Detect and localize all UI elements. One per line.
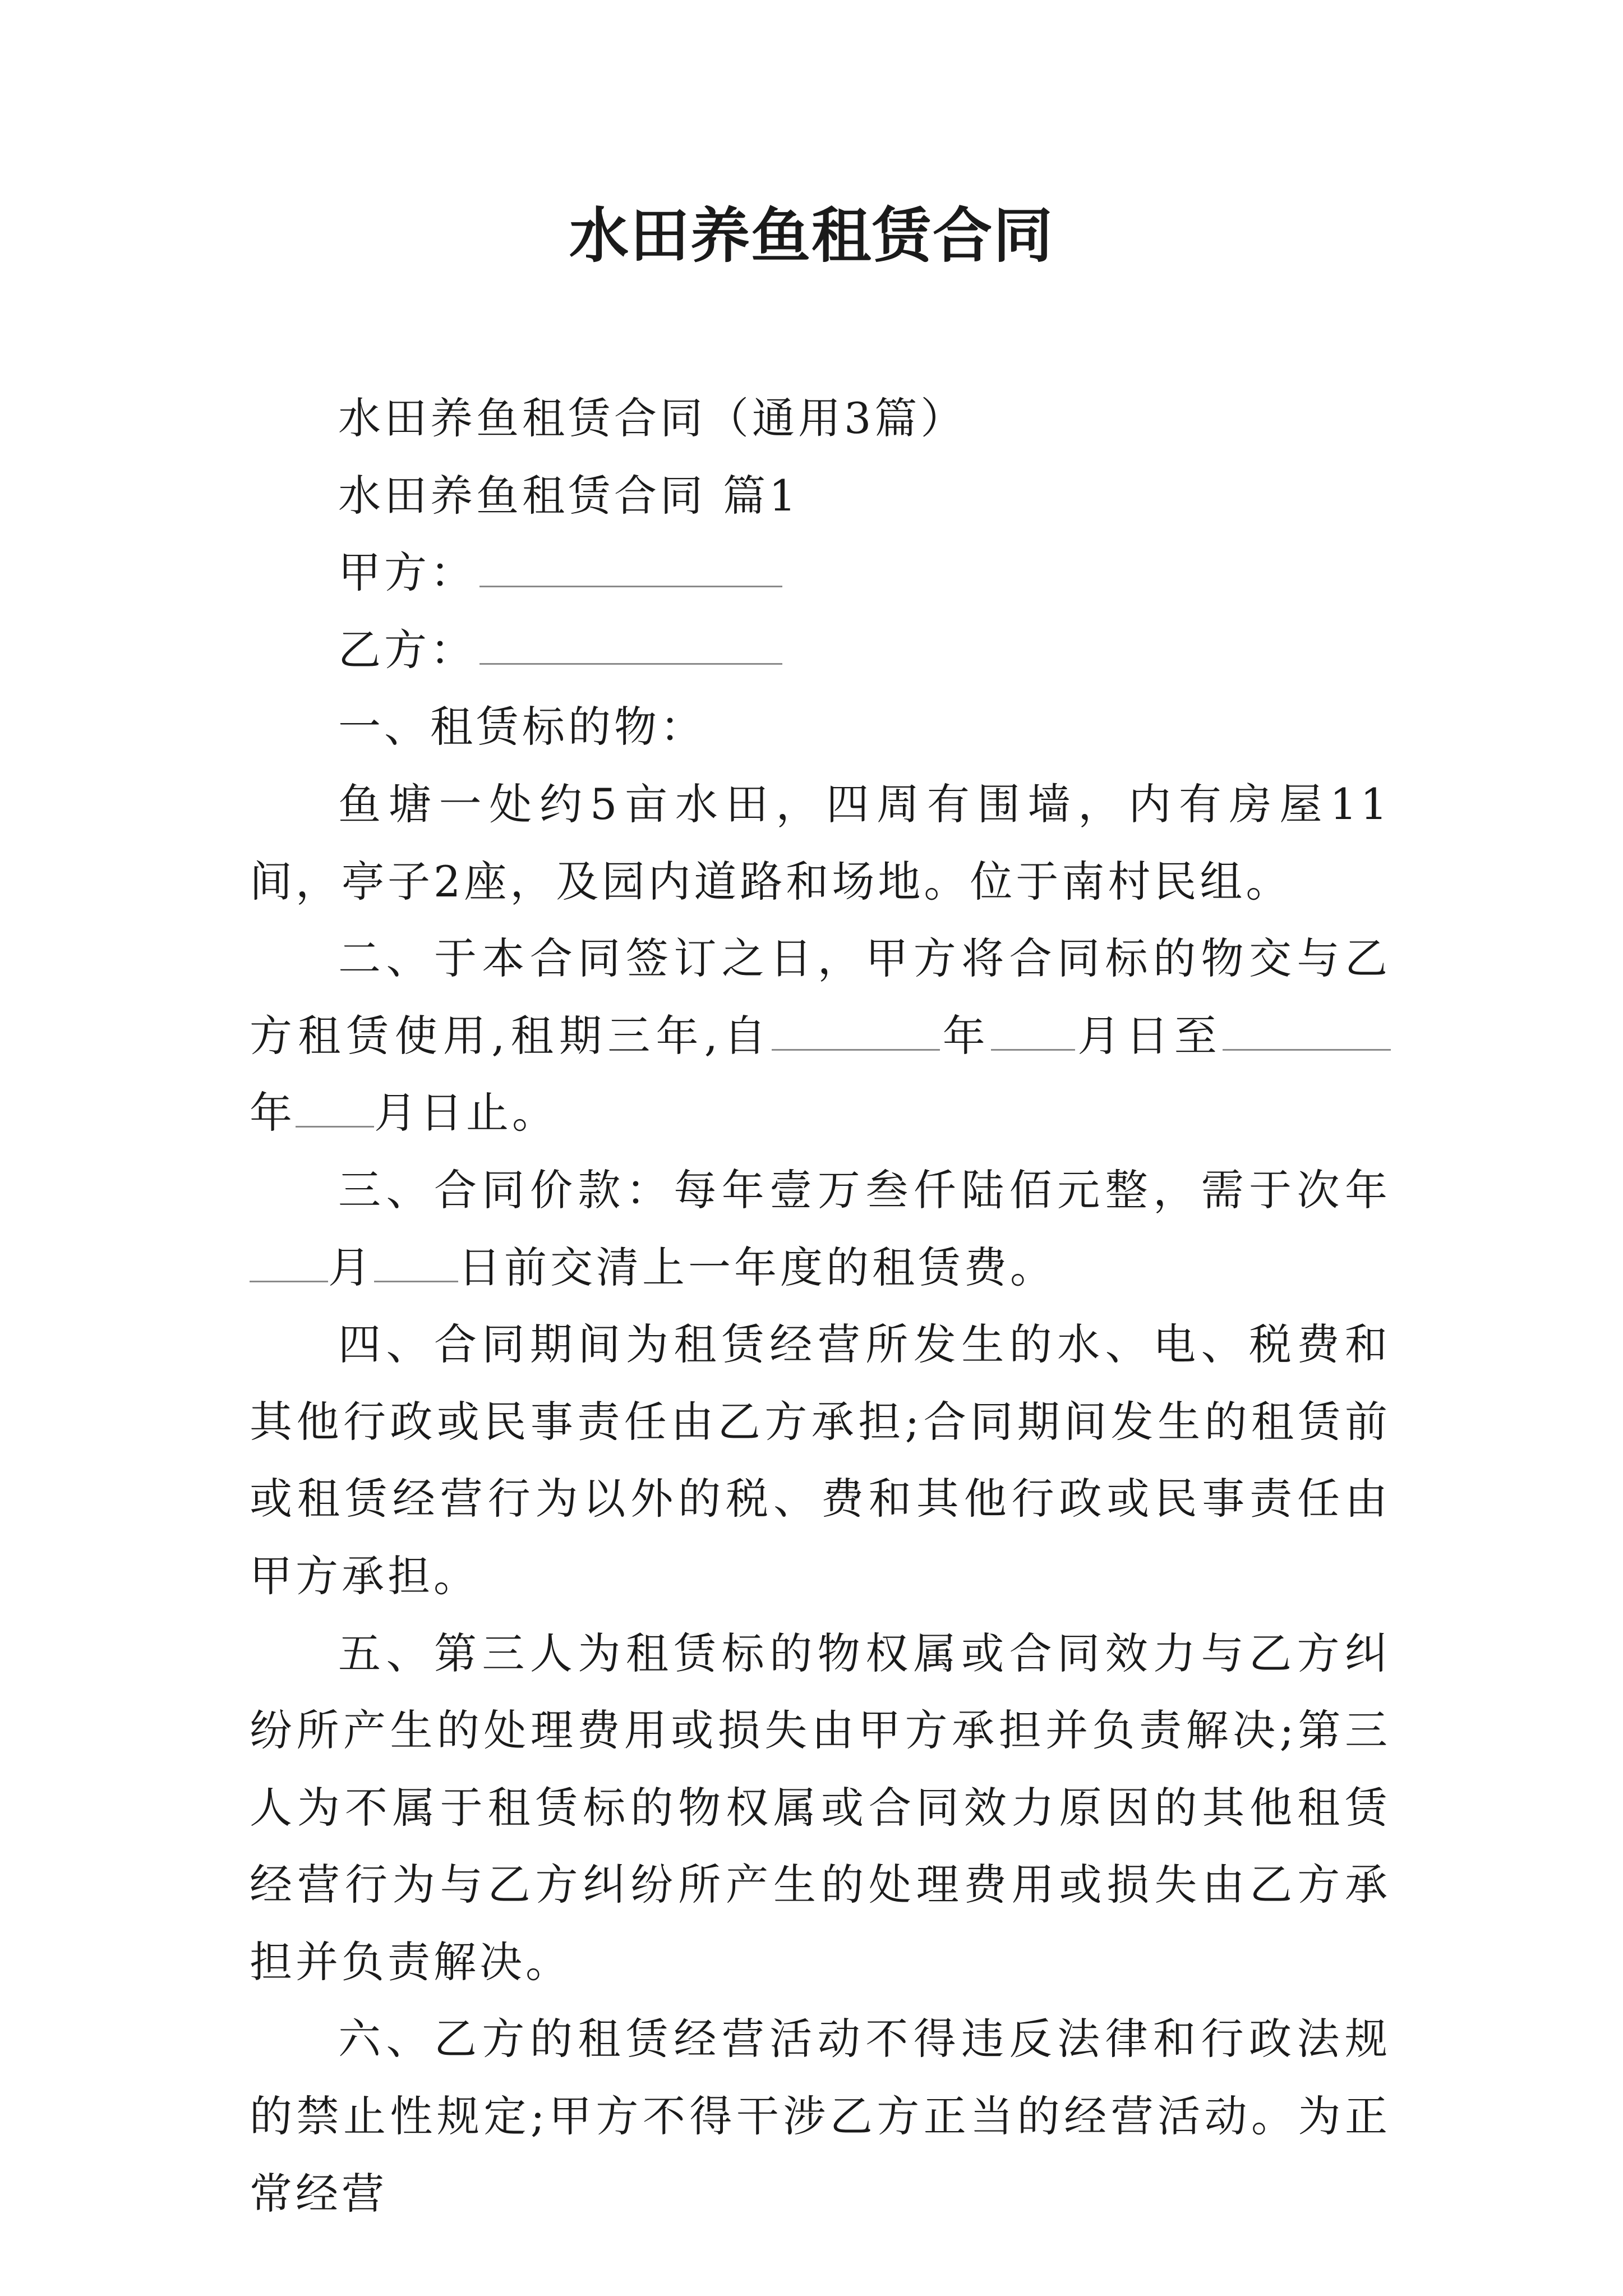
clause-3-text: 三、合同价款：每年壹万叁仟陆佰元整，需于次年 [338, 1165, 1391, 1215]
clause-2-text: 二、于本合同签订之日，甲方将合同标的物交与乙方租赁使用,租期三年,自 [250, 933, 1391, 1061]
party-a-blank [479, 550, 782, 587]
clause-2-end-year-label: 年 [250, 1088, 296, 1138]
document-title: 水田养鱼租赁合同 [569, 200, 1054, 270]
clause-2-month-day-to: 月日至 [1075, 1010, 1223, 1061]
clause-3-end: 日前交清上一年度的租赁费。 [458, 1242, 1056, 1292]
clause-2-start-month-blank [991, 1013, 1075, 1051]
clause-2 [250, 920, 1391, 1152]
clause-2-year-label: 年 [940, 1010, 991, 1061]
document-subtitle: 水田养鱼租赁合同（通用3篇） [338, 393, 967, 443]
clause-3-day-blank [374, 1245, 458, 1282]
clause-3-month-blank [250, 1245, 328, 1282]
clause-2-end-month-blank [296, 1090, 374, 1128]
party-a-line [250, 534, 1391, 611]
clause-4-text: 四、合同期间为租赁经营所发生的水、电、税费和其他行政或民事责任由乙方承担;合同期间发生的租赁前或租赁经营行为以外的税、费和其他行政或民事责任由甲方承担。 [250, 1319, 1391, 1601]
clause-6-text: 六、乙方的租赁经营活动不得违反法律和行政法规的禁止性规定;甲方不得干涉乙方正当的经营活动。为正常经营 [250, 2014, 1391, 2219]
party-b-blank [479, 627, 782, 665]
clause-5-text: 五、第三人为租赁标的物权属或合同效力与乙方纠纷所产生的处理费用或损失由甲方承担并负责解决;第三人为不属于租赁标的物权属或合同效力原因的其他租赁经营行为与乙方纠纷所产生的处理费用或损失由乙方承担并负责解决。 [250, 1628, 1391, 1987]
party-b-line [250, 611, 1391, 689]
clause-3-month-label: 月 [328, 1242, 374, 1292]
clause-1-text: 鱼塘一处约5亩水田，四周有围墙，内有房屋11间，亭子2座，及园内道路和场地。位于南村民组。 [250, 779, 1391, 907]
clause-2-end-year-blank [1223, 1013, 1391, 1051]
clause-1-heading: 一、租赁标的物： [338, 702, 706, 752]
clause-2-end: 月日止。 [374, 1088, 558, 1138]
clause-2-start-year-blank [772, 1013, 940, 1051]
clause-3 [250, 1152, 1391, 1306]
document-body [250, 380, 1391, 2232]
party-b-label: 乙方： [338, 624, 476, 675]
party-a-label: 甲方： [338, 547, 476, 598]
section-heading: 水田养鱼租赁合同 篇1 [338, 470, 800, 521]
